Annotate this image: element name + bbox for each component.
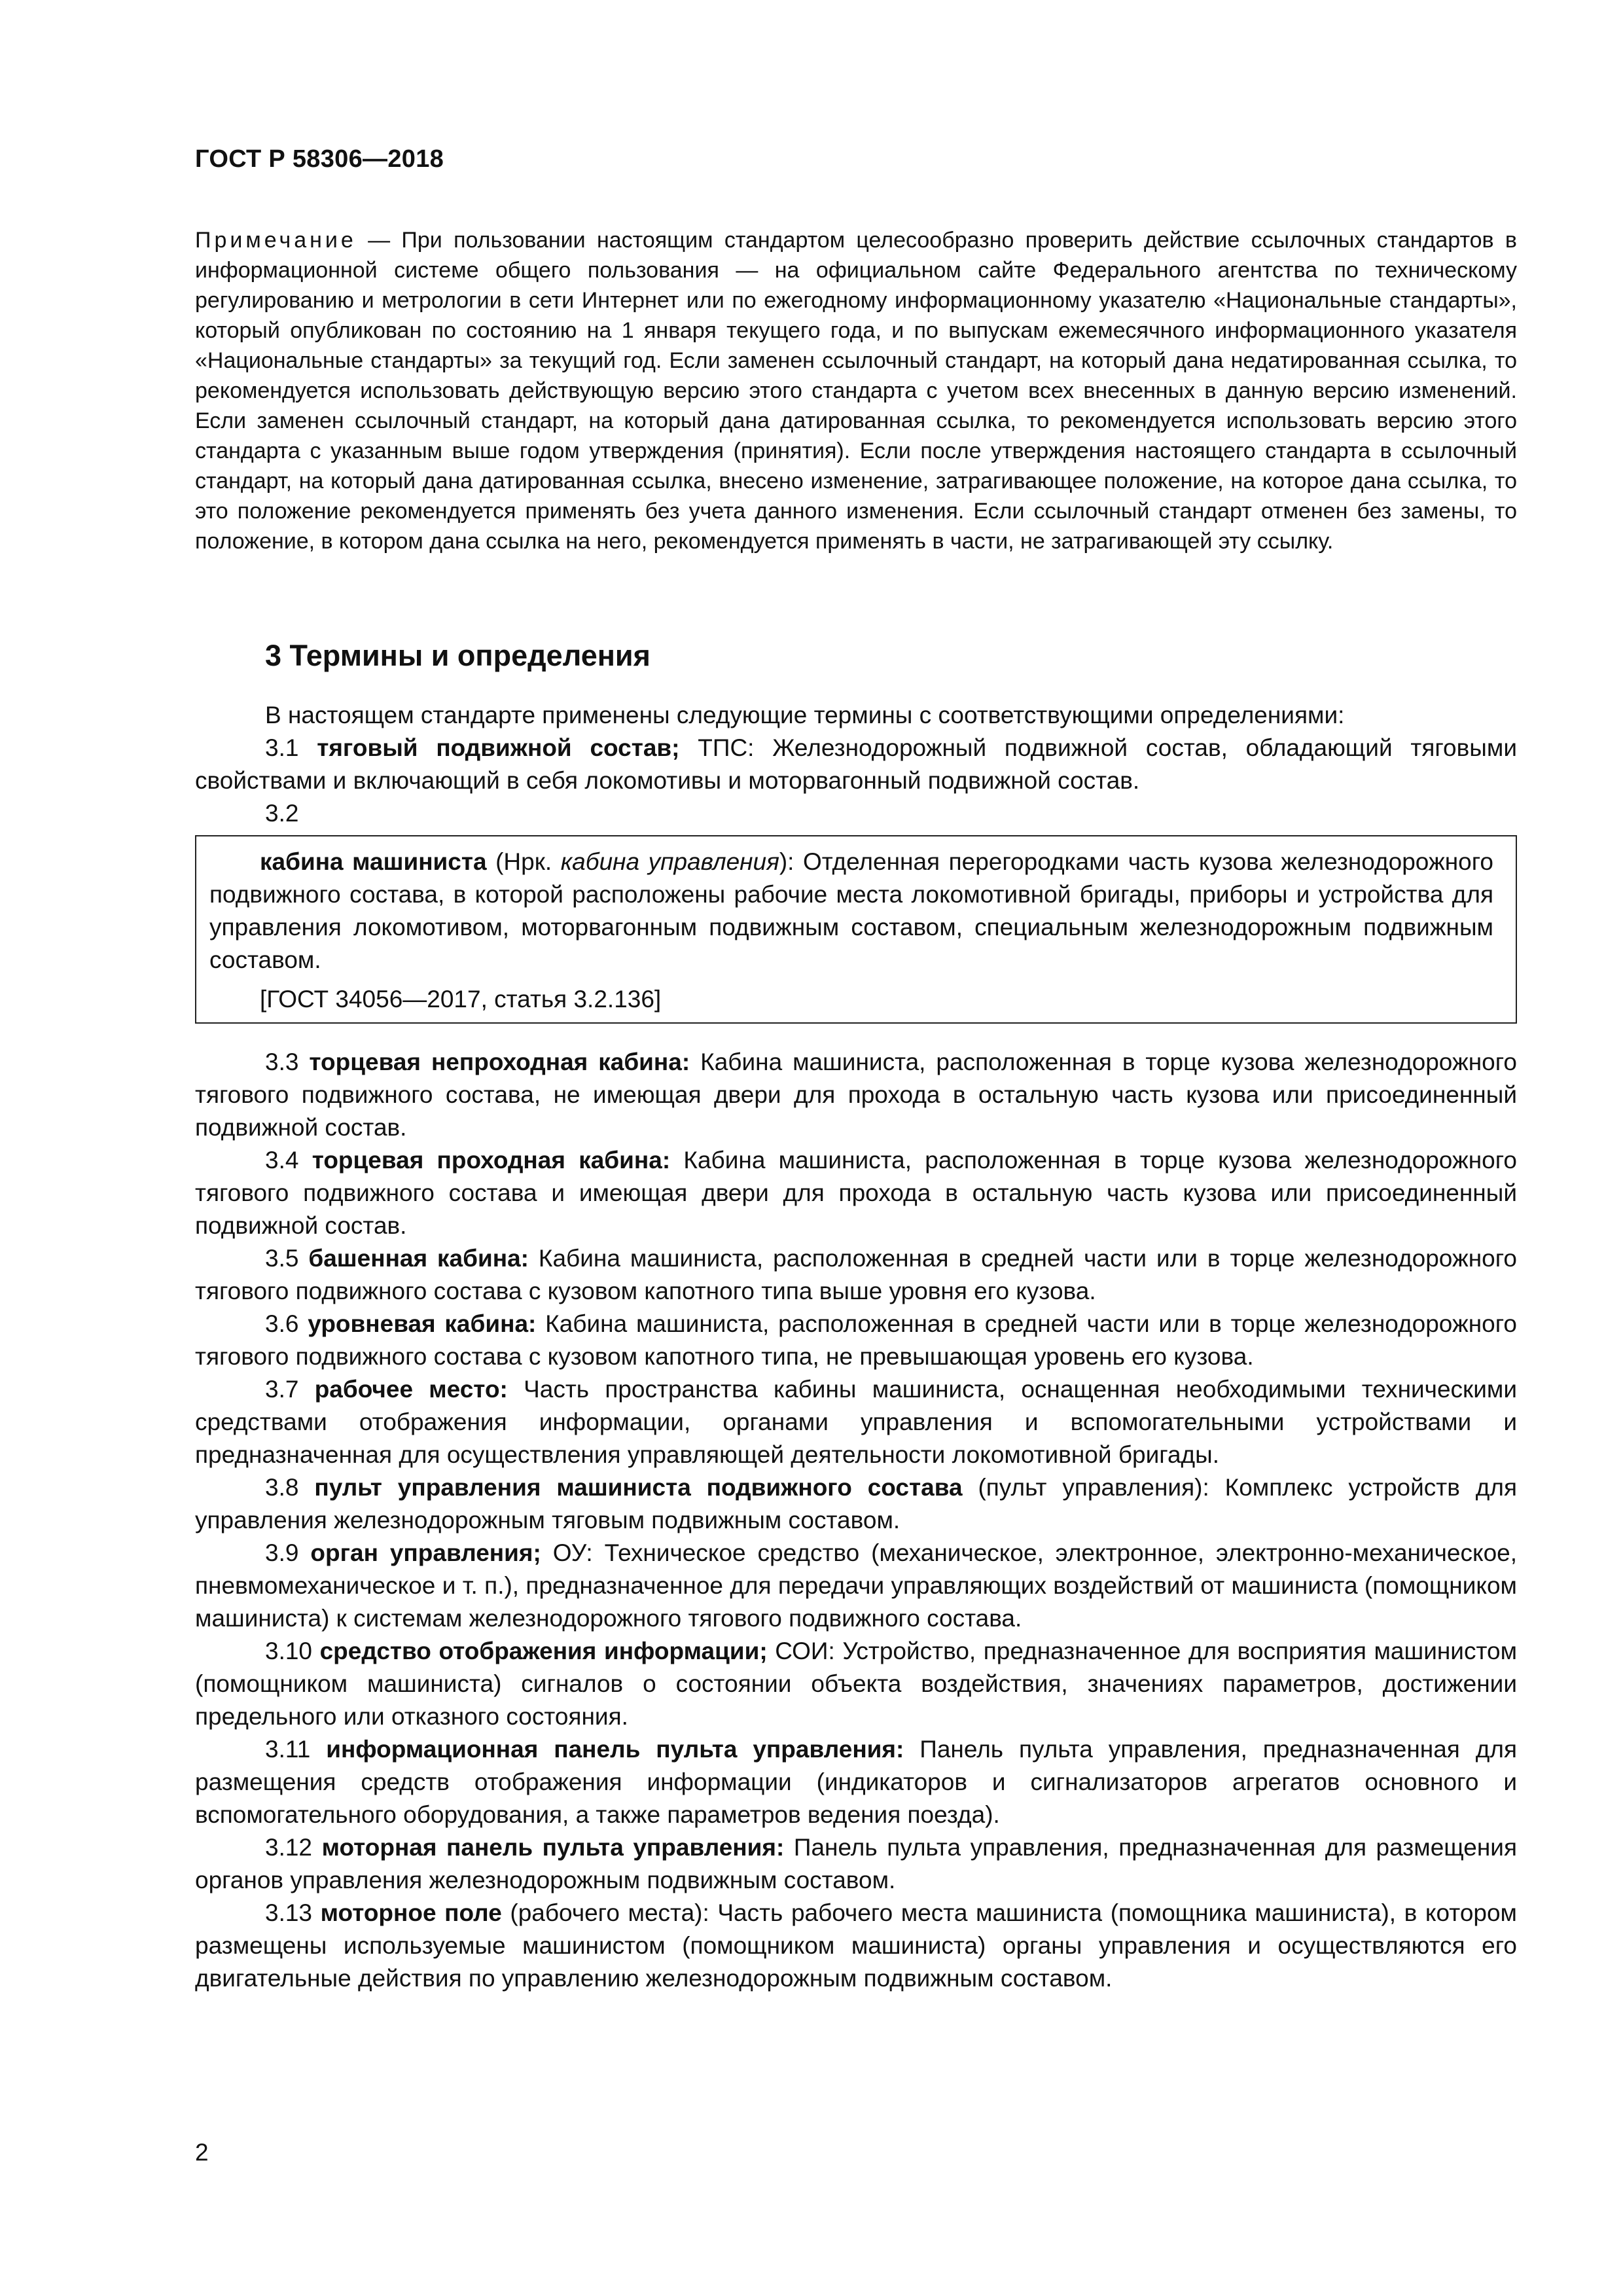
section-body (195, 699, 1517, 1995)
term-name: торцевая проходная кабина: (312, 1147, 671, 1174)
term-definition: Кабина машиниста, расположенная в торце кузова железнодорожного тягового подвижного состава и имеющая двери для прохода в остальную часть кузова или присоединенный подвижной состав. (195, 1147, 1517, 1239)
term-name: информационная панель пульта управления: (326, 1736, 904, 1763)
note-paragraph (195, 225, 1517, 556)
term-number: 3.11 (265, 1736, 327, 1763)
term-number: 3.13 (265, 1899, 321, 1926)
section-title: 3 Термины и определения (265, 639, 651, 672)
term-name: рабочее место: (314, 1376, 508, 1403)
note-label: Примечание (195, 228, 357, 253)
term-definition: (рабочего места): Часть рабочего места машиниста (помощника машиниста), в котором размещены используемые машинистом (помощником машиниста) органы управления и осуществляются его двигательные действия по управлению железнодорожным подвижным составом. (195, 1899, 1517, 1992)
page-number: 2 (195, 2139, 209, 2166)
term-3-3 (195, 1046, 1517, 1144)
term-name: торцевая непроходная кабина: (309, 1049, 690, 1075)
term-name: башенная кабина: (308, 1245, 529, 1272)
term-3-6 (195, 1308, 1517, 1373)
term-number: 3.8 (265, 1474, 315, 1501)
term-3-9 (195, 1537, 1517, 1635)
term-name: моторная панель пульта управления: (321, 1834, 785, 1861)
term-number: 3.10 (265, 1638, 320, 1664)
term-definition: (пульт управления): Комплекс устройств для управления железнодорожным тяговым подвижным составом. (195, 1474, 1518, 1534)
term-3-13 (195, 1897, 1517, 1995)
term-definition: Кабина машиниста, расположенная в торце кузова железнодорожного тягового подвижного состава, не имеющая двери для прохода в остальную часть кузова или присоединенный подвижной состав. (195, 1049, 1517, 1141)
term-name: кабина машиниста (260, 848, 487, 875)
note-text: — При пользовании настоящим стандартом целесообразно проверить действие ссылочных стандартов в информационной системе общего пользования — на официальном сайте Федерального агентства по техническому регулированию и метрологии в сети Интернет или по ежегодному информационному указателю «Национальные стандарты», который опубликован по состоянию на 1 января текущего года, и по выпускам ежемесячного информационного указателя «Национальные стандарты» за текущий год. Если заменен ссылочный стандарт, на который дана недатированная ссылка, то рекомендуется использовать действующую версию этого стандарта с учетом всех внесенных в данную версию изменений. Если заменен ссылочный стандарт, на который дана датированная ссылка, то рекомендуется использовать версию этого стандарта с указанным выше годом утверждения (принятия). Если после утверждения настоящего стандарта в ссылочный стандарт, на который дана датированная ссылка, внесено изменение, затрагивающее положение, на которое дана ссылка, то это положение рекомендуется применять без учета данного изменения. Если ссылочный стандарт отменен без замены, то положение, в котором дана ссылка на него, рекомендуется применять в части, не затрагивающей эту ссылку. (195, 228, 1517, 554)
term-number: 3.3 (265, 1049, 310, 1075)
section-intro: В настоящем стандарте применены следующие термины с соответствующими определениями: (265, 702, 1345, 728)
term-name: уровневая кабина: (308, 1310, 537, 1337)
term-number: 3.4 (265, 1147, 312, 1174)
term-definition: Панель пульта управления, предназначенная для размещения органов управления железнодорожным подвижным составом. (195, 1834, 1518, 1893)
term-3-5 (195, 1242, 1517, 1308)
term-3-2-box (195, 835, 1517, 1024)
term-definition: ТПС: Железнодорожный подвижной состав, обладающий тяговыми свойствами и включающий в себя локомотивы и моторвагонный подвижной состав. (195, 734, 1517, 794)
term-name: пульт управления машиниста подвижного состава (314, 1474, 963, 1501)
term-name: орган управления; (310, 1539, 541, 1566)
term-number: 3.9 (265, 1539, 311, 1566)
term-3-11 (195, 1733, 1517, 1831)
term-name: средство отображения информации; (319, 1638, 768, 1664)
term-definition: СОИ: Устройство, предназначенное для восприятия машинистом (помощником машиниста) сигналов о состоянии объекта воздействия, значениях параметров, достижении предельного или отказного состояния. (195, 1638, 1518, 1730)
term-3-2-number: 3.2 (265, 800, 299, 827)
term-source: [ГОСТ 34056—2017, статья 3.2.136] (260, 986, 662, 1013)
term-abbrev-prefix: (Нрк. (486, 848, 561, 875)
term-definition: Панель пульта управления, предназначенная для размещения средств отображения информации (индикаторов и сигнализаторов агрегатов основного и вспомогательного оборудования, а также параметров ведения поезда). (195, 1736, 1517, 1828)
term-3-7 (195, 1373, 1517, 1471)
term-number: 3.12 (265, 1834, 322, 1861)
term-3-12 (195, 1831, 1517, 1897)
term-definition: Кабина машиниста, расположенная в средней части или в торце железнодорожного тягового подвижного состава с кузовом капотного типа, не превышающая уровень его кузова. (195, 1310, 1517, 1370)
term-3-4 (195, 1144, 1517, 1242)
term-3-8 (195, 1471, 1517, 1537)
term-name: тяговый подвижной состав; (317, 734, 680, 761)
term-alternative: кабина управления (560, 848, 779, 875)
term-3-1 (195, 732, 1517, 797)
term-name: моторное поле (320, 1899, 502, 1926)
term-definition: ): Отделенная перегородками часть кузова железнодорожного подвижного состава, в которой расположены рабочие места локомотивной бригады, приборы и устройства для управления локомотивом, моторвагонным подвижным составом, специальным железнодорожным подвижным составом. (209, 848, 1493, 973)
term-definition: Часть пространства кабины машиниста, оснащенная необходимыми техническими средствами отображения информации, органами управления и вспомогательными устройствами и предназначенная для осуществления управляющей деятельности локомотивной бригады. (195, 1376, 1517, 1468)
document-code: ГОСТ Р 58306—2018 (195, 145, 444, 173)
term-definition: Кабина машиниста, расположенная в средней части или в торце железнодорожного тягового подвижного состава с кузовом капотного типа выше уровня его кузова. (195, 1245, 1517, 1304)
term-number: 3.6 (265, 1310, 308, 1337)
term-number: 3.5 (265, 1245, 309, 1272)
term-3-2 (209, 846, 1493, 977)
term-number: 3.1 (265, 734, 317, 761)
term-definition: ОУ: Техническое средство (механическое, электронное, электронно-механическое, пневмомеханическое и т. п.), предназначенное для передачи управляющих воздействий от машиниста (помощником машиниста) к системам железнодорожного тягового подвижного состава. (195, 1539, 1518, 1632)
term-number: 3.7 (265, 1376, 315, 1403)
term-3-10 (195, 1635, 1517, 1733)
